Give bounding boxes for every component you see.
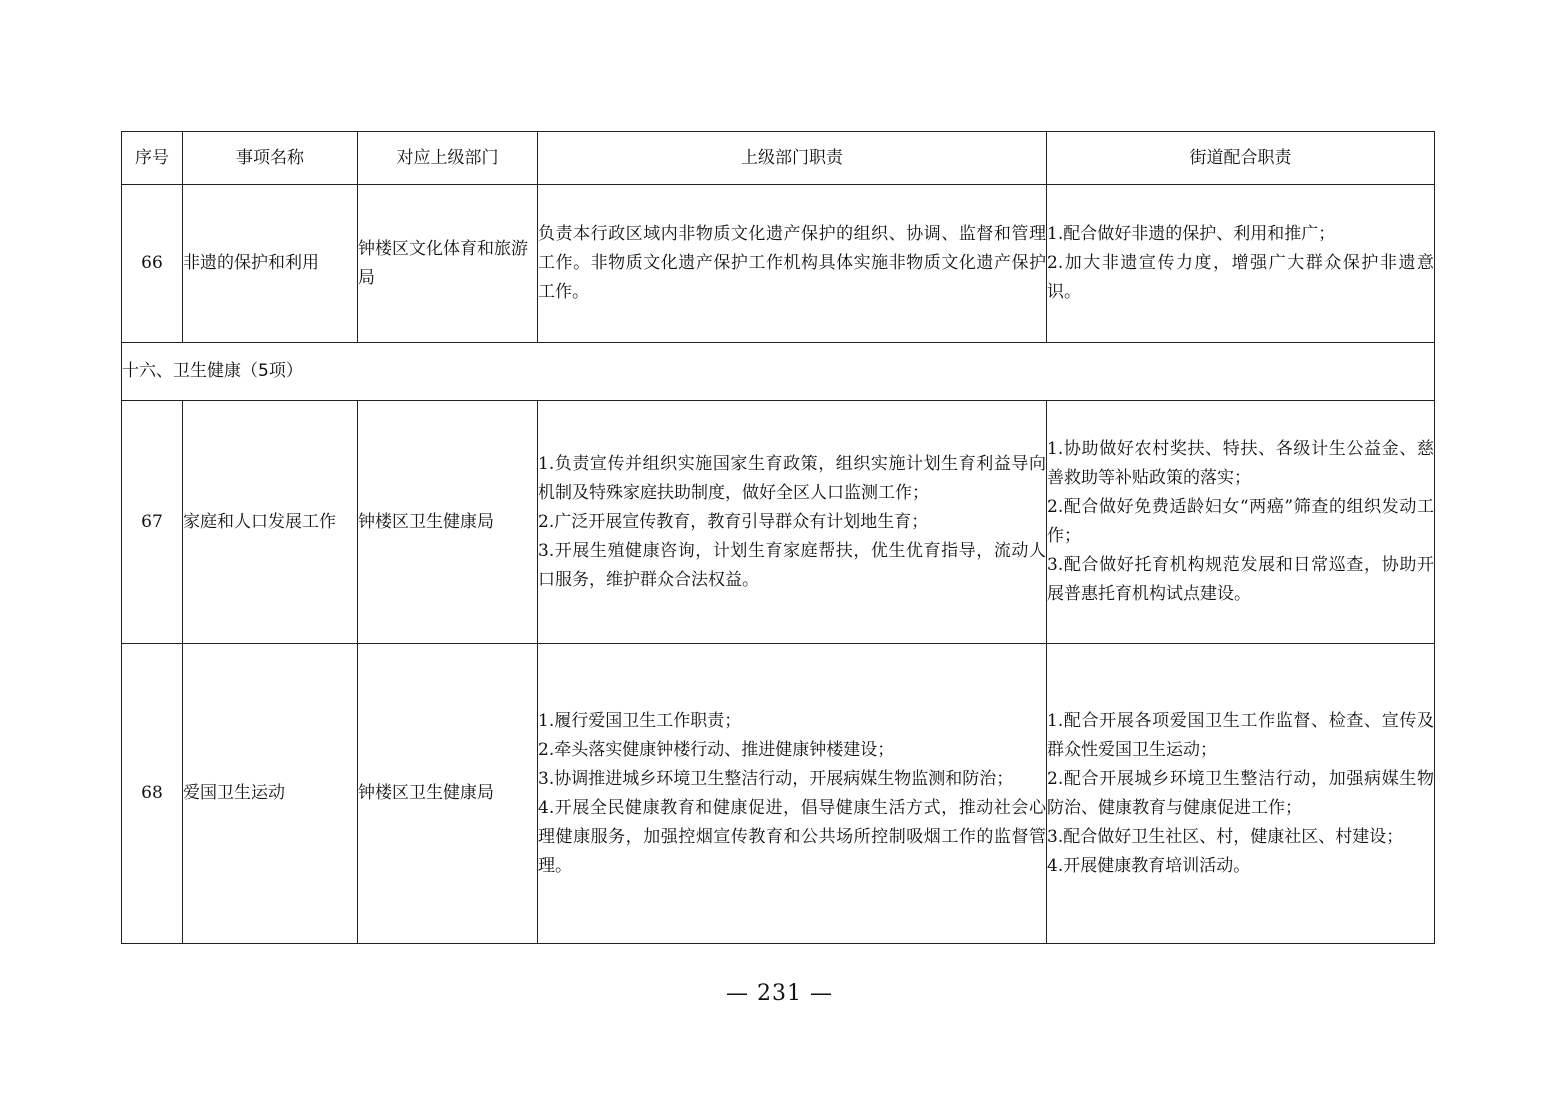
header-row: [122, 132, 1435, 185]
header-street-cooperation: 街道配合职责: [1047, 132, 1435, 185]
duty-line: 1.履行爱国卫生工作职责；: [538, 710, 742, 731]
street-cooperation: [1047, 185, 1435, 343]
table-row: [122, 401, 1435, 644]
duty-line: 1.负责宣传并组织实施国家生育政策，组织实施计划生育利益导向机制及特殊家庭扶助制度，做好全区人口监测工作；: [538, 453, 1046, 503]
department: 钟楼区卫生健康局: [358, 644, 538, 944]
duty-line: 3.开展生殖健康咨询，计划生育家庭帮扶，优生优育指导，流动人口服务，维护群众合法权益。: [538, 540, 1046, 590]
duty-line: 2.牵头落实健康钟楼行动、推进健康钟楼建设；: [538, 739, 895, 760]
superior-duty: [538, 185, 1047, 343]
coop-line: 1.协助做好农村奖扶、特扶、各级计生公益金、慈善救助等补贴政策的落实；: [1047, 439, 1434, 488]
duty-line: 3.协调推进城乡环境卫生整洁行动，开展病媒生物监测和防治；: [538, 768, 1014, 789]
coop-line: 1.配合做好非遗的保护、利用和推广；: [1047, 224, 1336, 244]
section-row: [122, 343, 1435, 401]
table-row: [122, 644, 1435, 944]
header-seq: 序号: [122, 132, 183, 185]
coop-line: 3.配合做好托育机构规范发展和日常巡查，协助开展普惠托育机构试点建设。: [1047, 555, 1434, 604]
header-department: 对应上级部门: [358, 132, 538, 185]
department: 钟楼区卫生健康局: [358, 401, 538, 644]
duty-line: 4.开展全民健康教育和健康促进，倡导健康生活方式，推动社会心理健康服务，加强控烟宣传教育和公共场所控制吸烟工作的监督管理。: [538, 797, 1046, 876]
header-item-name: 事项名称: [183, 132, 358, 185]
coop-line: 2.配合做好免费适龄妇女“两癌”筛查的组织发动工作；: [1047, 497, 1434, 546]
street-cooperation: [1047, 401, 1435, 644]
coop-line: 1.配合开展各项爱国卫生工作监督、检查、宣传及群众性爱国卫生运动；: [1047, 710, 1434, 760]
item-name: 非遗的保护和利用: [183, 185, 358, 343]
page-number: — 231 —: [726, 981, 833, 1006]
superior-duty: [538, 644, 1047, 944]
row-number: 67: [122, 401, 183, 644]
section-title: 十六、卫生健康（5项）: [122, 343, 1435, 401]
table-row: [122, 185, 1435, 343]
duty-table: [121, 131, 1435, 944]
row-number: 68: [122, 644, 183, 944]
superior-duty: [538, 401, 1047, 644]
coop-line: 2.加大非遗宣传力度，增强广大群众保护非遗意识。: [1047, 253, 1434, 302]
duty-line: 负责本行政区域内非物质文化遗产保护的组织、协调、监督和管理工作。非物质文化遗产保护工作机构具体实施非物质文化遗产保护工作。: [538, 224, 1046, 302]
coop-line: 3.配合做好卫生社区、村，健康社区、村建设；: [1047, 826, 1404, 847]
duty-line: 2.广泛开展宣传教育，教育引导群众有计划地生育；: [538, 511, 929, 532]
department: 钟楼区文化体育和旅游局: [358, 185, 538, 343]
coop-line: 2.配合开展城乡环境卫生整洁行动，加强病媒生物防治、健康教育与健康促进工作；: [1047, 768, 1434, 818]
street-cooperation: [1047, 644, 1435, 944]
header-superior-duty: 上级部门职责: [538, 132, 1047, 185]
item-name: 家庭和人口发展工作: [183, 401, 358, 644]
coop-line: 4.开展健康教育培训活动。: [1047, 855, 1251, 876]
row-number: 66: [122, 185, 183, 343]
item-name: 爱国卫生运动: [183, 644, 358, 944]
